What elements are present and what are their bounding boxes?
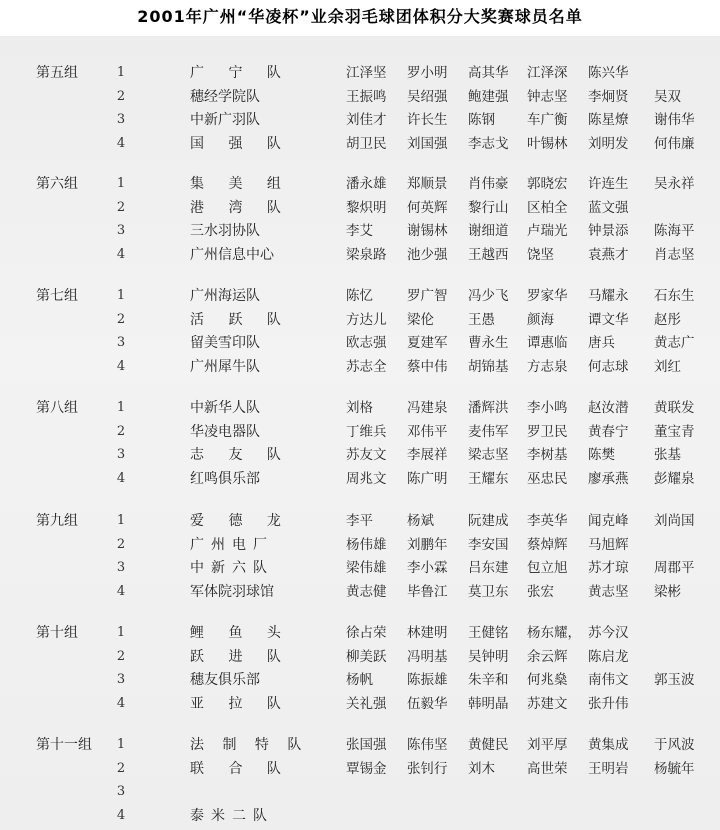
player-name: 夏建军 xyxy=(407,335,448,351)
team-row xyxy=(0,468,720,490)
group-label: 第八组 xyxy=(36,400,78,416)
team-row xyxy=(0,444,720,466)
player-name: 饶坚 xyxy=(527,246,554,263)
team-row xyxy=(0,646,720,668)
player-name: 吴绍强 xyxy=(407,88,448,105)
player-name: 谭文华 xyxy=(588,311,629,328)
player-name: 何志球 xyxy=(588,358,629,375)
team-name: 爱 德 龙 xyxy=(190,513,291,529)
team-number: 1 xyxy=(116,737,126,752)
player-name: 刘明发 xyxy=(588,135,629,152)
player-name: 巫忠民 xyxy=(527,470,568,487)
team-number: 4 xyxy=(116,807,126,823)
player-name: 吴钟明 xyxy=(468,648,509,665)
team-number: 4 xyxy=(116,358,126,374)
player-name: 林建明 xyxy=(407,625,448,641)
team-row xyxy=(0,622,720,644)
team-number: 4 xyxy=(116,246,126,262)
player-name: 陈海平 xyxy=(654,223,695,239)
team-number: 4 xyxy=(116,470,126,486)
team-name: 集 美 组 xyxy=(190,176,291,192)
team-name: 华凌电器队 xyxy=(190,423,260,440)
team-name: 活 跃 队 xyxy=(190,311,291,328)
player-name: 韩明晶 xyxy=(468,695,509,712)
group-label: 第十组 xyxy=(36,625,78,641)
player-name: 刘鹏年 xyxy=(407,536,448,553)
team-name: 法 制 特 队 xyxy=(190,737,309,753)
player-name: 陈伟坚 xyxy=(407,737,448,753)
team-number: 1 xyxy=(116,400,126,415)
player-name: 杨毓年 xyxy=(654,760,695,777)
team-number: 2 xyxy=(116,423,126,439)
team-row xyxy=(0,62,720,84)
player-name: 冯建泉 xyxy=(407,400,448,416)
player-name: 黄志健 xyxy=(346,583,387,600)
team-number: 3 xyxy=(116,672,126,687)
player-name: 关礼强 xyxy=(346,695,387,712)
player-name: 郭玉波 xyxy=(654,672,695,688)
team-number: 1 xyxy=(116,625,126,640)
player-name: 黄集成 xyxy=(588,737,629,753)
player-name: 高世荣 xyxy=(527,760,568,777)
player-name: 方志泉 xyxy=(527,358,568,375)
team-row xyxy=(0,581,720,603)
team-row xyxy=(0,86,720,108)
player-name: 李树基 xyxy=(527,447,568,463)
player-name: 南伟文 xyxy=(588,672,629,688)
player-name: 区柏全 xyxy=(527,199,568,216)
player-name: 谢细道 xyxy=(468,223,509,239)
team-name: 联 合 队 xyxy=(190,760,291,777)
player-name: 王愚 xyxy=(468,311,495,328)
player-name: 王耀东 xyxy=(468,470,509,487)
team-name: 广州信息中心 xyxy=(190,246,274,263)
player-name: 莫卫东 xyxy=(468,583,509,600)
player-name: 蓝文强 xyxy=(588,199,629,216)
player-name: 毕鲁江 xyxy=(407,583,448,600)
team-name: 志 友 队 xyxy=(190,447,291,463)
player-name: 梁伦 xyxy=(407,311,434,328)
team-name: 亚 拉 队 xyxy=(190,695,291,712)
group-label: 第七组 xyxy=(36,288,78,304)
team-row xyxy=(0,781,720,803)
player-name: 江泽坚 xyxy=(346,65,387,81)
team-number: 3 xyxy=(116,560,126,575)
player-name: 何兆燊 xyxy=(527,672,568,688)
player-name: 彭耀泉 xyxy=(654,470,695,487)
team-name: 穗友俱乐部 xyxy=(190,672,260,688)
player-name: 陈忆 xyxy=(346,288,373,304)
team-number: 3 xyxy=(116,784,126,799)
team-row xyxy=(0,244,720,266)
team-name: 广州犀牛队 xyxy=(190,358,260,375)
team-number: 2 xyxy=(116,199,126,215)
player-name: 陈振雄 xyxy=(407,672,448,688)
player-name: 钟景添 xyxy=(588,223,629,239)
player-name: 梁伟雄 xyxy=(346,560,387,576)
player-name: 苏友文 xyxy=(346,447,387,463)
player-name: 谢锡林 xyxy=(407,223,448,239)
player-name: 王明岩 xyxy=(588,760,629,777)
player-name: 杨伟雄 xyxy=(346,536,387,553)
team-number: 4 xyxy=(116,135,126,151)
player-name: 李志戈 xyxy=(468,135,509,152)
player-name: 周兆文 xyxy=(346,470,387,487)
player-name: 潘辉洪 xyxy=(468,400,509,416)
player-name: 苏志全 xyxy=(346,358,387,375)
player-name: 徐占荣 xyxy=(346,625,387,641)
team-number: 1 xyxy=(116,65,126,80)
team-name: 鲤 鱼 头 xyxy=(190,625,291,641)
player-name: 何伟廉 xyxy=(654,135,695,152)
team-row xyxy=(0,557,720,579)
team-number: 3 xyxy=(116,223,126,238)
team-name: 港 湾 队 xyxy=(190,199,291,216)
player-name: 颜海 xyxy=(527,311,554,328)
team-number: 1 xyxy=(116,176,126,191)
player-name: 刘佳才 xyxy=(346,112,387,128)
player-name: 刘木 xyxy=(468,760,495,777)
player-name: 鲍建强 xyxy=(468,88,509,105)
player-name: 池少强 xyxy=(407,246,448,263)
player-name: 胡卫民 xyxy=(346,135,387,152)
team-name: 国 强 队 xyxy=(190,135,291,152)
player-name: 周郡平 xyxy=(654,560,695,576)
player-name: 马耀永 xyxy=(588,288,629,304)
team-name: 广州海运队 xyxy=(190,288,260,304)
group-label: 第五组 xyxy=(36,65,78,81)
player-name: 包立旭 xyxy=(527,560,568,576)
player-name: 江泽深 xyxy=(527,65,568,81)
player-name: 陈启龙 xyxy=(588,648,629,665)
team-name: 泰米二队 xyxy=(190,807,274,824)
team-row xyxy=(0,356,720,378)
team-number: 2 xyxy=(116,311,126,327)
player-name: 于风波 xyxy=(654,737,695,753)
player-name: 何英辉 xyxy=(407,199,448,216)
team-number: 1 xyxy=(116,288,126,303)
player-name: 刘格 xyxy=(346,400,373,416)
player-name: 李艾 xyxy=(346,223,373,239)
player-name: 陈广明 xyxy=(407,470,448,487)
player-name: 王振鸣 xyxy=(346,88,387,105)
player-name: 梁志坚 xyxy=(468,447,509,463)
team-row xyxy=(0,734,720,756)
player-name: 黄志坚 xyxy=(588,583,629,600)
player-name: 王越西 xyxy=(468,246,509,263)
team-row xyxy=(0,397,720,419)
player-name: 余云辉 xyxy=(527,648,568,665)
player-name: 李平 xyxy=(346,513,373,529)
group-label: 第九组 xyxy=(36,513,78,529)
player-name: 陈兴华 xyxy=(588,65,629,81)
player-name: 潘永雄 xyxy=(346,176,387,192)
player-name: 刘红 xyxy=(654,358,681,375)
team-number: 2 xyxy=(116,760,126,776)
player-name: 刘国强 xyxy=(407,135,448,152)
player-name: 冯少飞 xyxy=(468,288,509,304)
player-name: 许长生 xyxy=(407,112,448,128)
team-name: 中新华人队 xyxy=(190,400,260,416)
player-name: 钟志坚 xyxy=(527,88,568,105)
team-number: 3 xyxy=(116,335,126,350)
team-name: 穗经学院队 xyxy=(190,88,260,105)
team-row xyxy=(0,758,720,780)
team-row xyxy=(0,421,720,443)
player-name: 陈钢 xyxy=(468,112,495,128)
player-name: 冯明基 xyxy=(407,648,448,665)
team-row xyxy=(0,173,720,195)
player-name: 柳美跃 xyxy=(346,648,387,665)
player-name: 李小霖 xyxy=(407,560,448,576)
team-row xyxy=(0,332,720,354)
team-row xyxy=(0,534,720,556)
player-name: 李炯贤 xyxy=(588,88,629,105)
player-name: 胡锦基 xyxy=(468,358,509,375)
player-name: 罗卫民 xyxy=(527,423,568,440)
player-name: 郭晓宏 xyxy=(527,176,568,192)
player-name: 吕东建 xyxy=(468,560,509,576)
team-row xyxy=(0,805,720,827)
player-name: 朱辛和 xyxy=(468,672,509,688)
player-name: 张国强 xyxy=(346,737,387,753)
player-name: 闻克峰 xyxy=(588,513,629,529)
player-name: 伍毅华 xyxy=(407,695,448,712)
team-row xyxy=(0,669,720,691)
team-name: 军体院羽球馆 xyxy=(190,583,274,600)
player-name: 梁彬 xyxy=(654,583,681,600)
player-name: 张钊行 xyxy=(407,760,448,777)
team-row xyxy=(0,285,720,307)
team-row xyxy=(0,197,720,219)
player-name: 蔡中伟 xyxy=(407,358,448,375)
player-name: 曹永生 xyxy=(468,335,509,351)
team-row xyxy=(0,693,720,715)
player-name: 杨帆 xyxy=(346,672,373,688)
player-name: 黎行山 xyxy=(468,199,509,216)
player-name: 高其华 xyxy=(468,65,509,81)
player-name: 郑顺景 xyxy=(407,176,448,192)
player-name: 李英华 xyxy=(527,513,568,529)
player-name: 袁燕才 xyxy=(588,246,629,263)
player-name: 黄春宁 xyxy=(588,423,629,440)
team-name: 中新六队 xyxy=(190,560,274,576)
player-name: 廖承燕 xyxy=(588,470,629,487)
player-name: 陈星燎 xyxy=(588,112,629,128)
player-name: 罗广智 xyxy=(407,288,448,304)
player-name: 黄联发 xyxy=(654,400,695,416)
team-name: 三水羽协队 xyxy=(190,223,260,239)
team-name: 广 宁 队 xyxy=(190,65,291,81)
player-name: 董宝青 xyxy=(654,423,695,440)
player-name: 许连生 xyxy=(588,176,629,192)
player-name: 谢伟华 xyxy=(654,112,695,128)
player-name: 黄健民 xyxy=(468,737,509,753)
player-name: 肖伟豪 xyxy=(468,176,509,192)
player-name: 杨东耀， xyxy=(527,625,581,641)
player-name: 麦伟军 xyxy=(468,423,509,440)
player-name: 黄志广 xyxy=(654,335,695,351)
player-name: 张基 xyxy=(654,447,681,463)
team-number: 4 xyxy=(116,583,126,599)
team-number: 4 xyxy=(116,695,126,711)
player-name: 丁维兵 xyxy=(346,423,387,440)
team-number: 2 xyxy=(116,536,126,552)
player-name: 赵汝潜 xyxy=(588,400,629,416)
player-name: 黎炽明 xyxy=(346,199,387,216)
player-name: 陈樊 xyxy=(588,447,615,463)
player-name: 谭惠临 xyxy=(527,335,568,351)
player-name: 邓伟平 xyxy=(407,423,448,440)
group-label: 第十一组 xyxy=(36,737,92,753)
player-name: 苏今汉 xyxy=(588,625,629,641)
player-name: 苏才琼 xyxy=(588,560,629,576)
team-row xyxy=(0,220,720,242)
player-name: 蔡焯辉 xyxy=(527,536,568,553)
team-name: 红鸣俱乐部 xyxy=(190,470,260,487)
player-name: 方达儿 xyxy=(346,311,387,328)
team-number: 2 xyxy=(116,88,126,104)
player-name: 罗小明 xyxy=(407,65,448,81)
team-row xyxy=(0,133,720,155)
player-name: 李展祥 xyxy=(407,447,448,463)
player-name: 欧志强 xyxy=(346,335,387,351)
player-name: 赵彤 xyxy=(654,311,681,328)
team-number: 1 xyxy=(116,513,126,528)
player-name: 石东生 xyxy=(654,288,695,304)
player-name: 梁泉路 xyxy=(346,246,387,263)
player-name: 张升伟 xyxy=(588,695,629,712)
player-name: 刘平厚 xyxy=(527,737,568,753)
team-row xyxy=(0,510,720,532)
team-name: 广州电厂 xyxy=(190,536,274,553)
team-row xyxy=(0,309,720,331)
page-title: 2001年广州“华凌杯”业余羽毛球团体积分大奖赛球员名单 xyxy=(0,0,720,36)
player-name: 张宏 xyxy=(527,583,554,600)
team-row xyxy=(0,109,720,131)
team-number: 3 xyxy=(116,447,126,462)
player-name: 叶锡林 xyxy=(527,135,568,152)
team-number: 2 xyxy=(116,648,126,664)
player-name: 李安国 xyxy=(468,536,509,553)
player-name: 刘尚国 xyxy=(654,513,695,529)
team-number: 3 xyxy=(116,112,126,127)
player-name: 王健铭 xyxy=(468,625,509,641)
player-name: 覃锡金 xyxy=(346,760,387,777)
player-name: 阮建成 xyxy=(468,513,509,529)
player-name: 吴双 xyxy=(654,88,681,105)
player-name: 车广衡 xyxy=(527,112,568,128)
team-name: 跃 进 队 xyxy=(190,648,291,665)
player-name: 吴永祥 xyxy=(654,176,695,192)
player-name: 罗家华 xyxy=(527,288,568,304)
group-label: 第六组 xyxy=(36,176,78,192)
player-name: 李小鸣 xyxy=(527,400,568,416)
team-name: 中新广羽队 xyxy=(190,112,260,128)
player-name: 苏建文 xyxy=(527,695,568,712)
team-name: 留美雪印队 xyxy=(190,335,260,351)
player-name: 唐兵 xyxy=(588,335,615,351)
player-name: 杨斌 xyxy=(407,513,434,529)
player-name: 卢瑞光 xyxy=(527,223,568,239)
player-name: 马旭辉 xyxy=(588,536,629,553)
player-name: 肖志坚 xyxy=(654,246,695,263)
